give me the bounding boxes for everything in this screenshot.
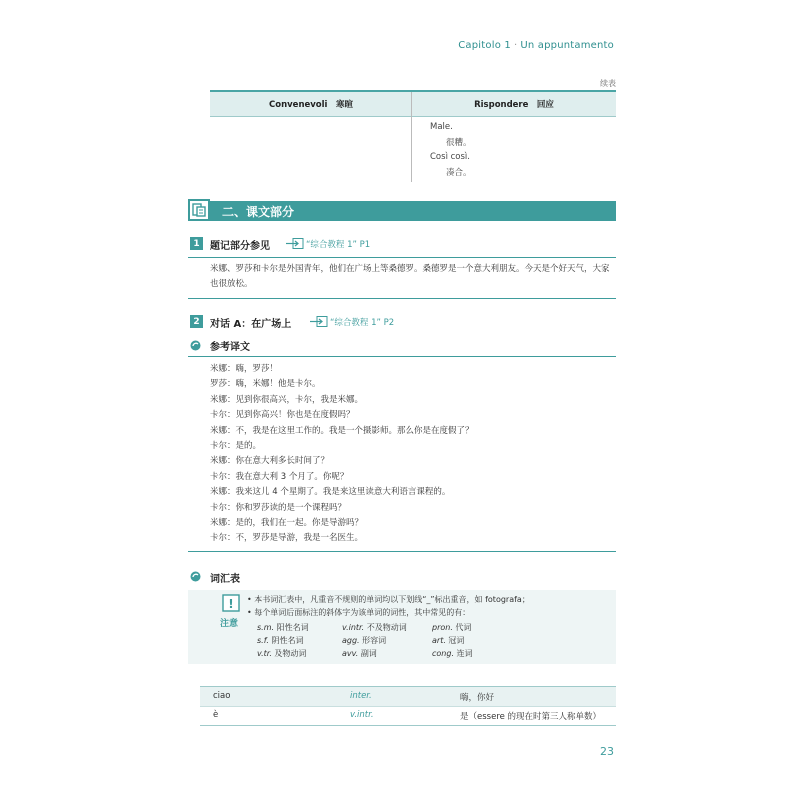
table-header-col2: Rispondere 回应 — [474, 100, 554, 110]
pos-abbr: avv. — [342, 649, 359, 658]
continued-label: 续表 — [600, 79, 616, 88]
pos-desc: 连词 — [456, 649, 473, 658]
pos-desc: 及物动词 — [274, 649, 307, 658]
section-title: 二、课文部分 — [222, 205, 295, 219]
pos-abbr: s.m. — [257, 623, 275, 632]
vocab-meaning: 是（essere 的现在时第三人称单数） — [460, 712, 602, 722]
book-section-icon — [188, 199, 210, 221]
dialogue-line: 卡尔：我在意大利 3 个月了。你呢？ — [210, 471, 349, 482]
pos-abbr: v.tr. — [257, 649, 272, 658]
note-label: 注意 — [220, 619, 239, 629]
table-cell: 很糟。 — [446, 138, 472, 148]
pos-desc: 副词 — [360, 649, 377, 658]
dialogue-line: 米娜：嗨，罗莎！ — [210, 364, 279, 374]
vocab-row-rule — [200, 706, 616, 707]
part1-title: 题记部分参见 — [210, 241, 270, 252]
dialogue-line: 米娜：我来这儿 4 个星期了。我是来这里读意大利语言课程的。 — [210, 487, 451, 498]
pos-desc: 冠词 — [448, 636, 465, 645]
table-row — [200, 687, 616, 706]
running-header — [458, 40, 614, 51]
part-number: 1 — [190, 237, 203, 250]
table-cell: Male. — [430, 122, 453, 132]
chapter-title: Un appuntamento — [520, 40, 614, 51]
part1-bottom-rule — [188, 298, 616, 299]
vocab-bottom-rule — [200, 725, 616, 726]
pos-abbr: agg. — [342, 636, 360, 645]
vocab-word: ciao — [213, 691, 231, 701]
dialogue-line: 卡尔：不，罗莎是导游，我是一名医生。 — [210, 533, 364, 544]
dialogue-line: 卡尔：你和罗莎读的是一个课程吗？ — [210, 502, 347, 513]
part2-reference[interactable]: “综合教程 1” P2 — [330, 318, 395, 328]
table-cell: 凑合。 — [446, 168, 472, 178]
table-header-rule — [210, 116, 616, 117]
table-cell: Così così. — [430, 152, 470, 162]
bullet-circle-icon — [190, 571, 201, 582]
table-header-col1: Convenevoli 寒暄 — [269, 100, 353, 110]
dialogue-line: 米娜：是的，我们在一起。你是导游吗？ — [210, 518, 364, 529]
note-line-text: 本书词汇表中，凡重音不规则的单词均以下划线“_”标出重音，如 fotografa； — [254, 595, 530, 604]
pos-legend — [257, 621, 473, 660]
dialogue-line: 罗莎：嗨，米娜！他是卡尔。 — [210, 379, 321, 390]
bullet-circle-icon — [190, 340, 201, 351]
dialogue-block — [210, 362, 474, 547]
pos-desc: 阳性名词 — [276, 623, 309, 632]
pos-abbr: pron. — [432, 623, 453, 632]
vocab-pos: inter. — [350, 691, 372, 701]
part2-title: 对话 A：在广场上 — [210, 319, 292, 330]
pos-desc: 不及物动词 — [366, 623, 407, 632]
pos-abbr: cong. — [432, 649, 454, 658]
pos-abbr: art. — [432, 636, 446, 645]
vocab-meaning: 嗨，你好 — [460, 693, 495, 703]
part1-paragraph: 米娜、罗莎和卡尔是外国青年，他们在广场上等桑德罗。桑德罗是一个意大利朋友。今天是个好天气，大家也很放松。 — [210, 264, 610, 289]
reference-arrow-icon — [286, 238, 304, 249]
warning-icon — [222, 594, 240, 612]
vocab-word: è — [213, 710, 219, 720]
dialogue-line: 米娜：见到你很高兴，卡尔，我是米娜。 — [210, 394, 364, 405]
note-line: • 每个单词后面标注的斜体字为该单词的词性，其中常见的有： — [247, 608, 471, 617]
pos-desc: 代词 — [455, 623, 472, 632]
note-line: • 本书词汇表中，凡重音不规则的单词均以下划线“_”标出重音，如 fotografa； — [247, 595, 530, 604]
dialogue-line: 米娜：你在意大利多长时间了？ — [210, 456, 330, 467]
vocab-heading: 词汇表 — [210, 574, 240, 585]
pos-desc: 形容词 — [362, 636, 387, 645]
dialogue-bottom-rule — [188, 551, 616, 552]
note-line-text: 每个单词后面标注的斜体字为该单词的词性，其中常见的有： — [254, 608, 471, 617]
header-separator: · — [513, 40, 518, 51]
part1-reference[interactable]: “综合教程 1” P1 — [306, 240, 371, 250]
dialogue-line: 卡尔：是的。 — [210, 441, 262, 452]
chapter-label: Capitolo 1 — [458, 40, 511, 51]
part-number: 2 — [190, 315, 203, 328]
svg-text:!: ! — [228, 597, 234, 611]
dialogue-line: 米娜：不，我是在这里工作的。我是一个摄影师。那么你是在度假了？ — [210, 425, 474, 436]
part1-rule — [188, 257, 616, 258]
page-number: 23 — [600, 745, 614, 758]
translation-heading: 参考译文 — [210, 342, 250, 353]
dialogue-line: 卡尔：见到你高兴！你也是在度假吗？ — [210, 410, 355, 421]
pos-abbr: v.intr. — [342, 623, 365, 632]
vocab-pos: v.intr. — [350, 710, 374, 720]
translation-rule — [188, 356, 616, 357]
pos-desc: 阴性名词 — [271, 636, 304, 645]
reference-arrow-icon — [310, 316, 328, 327]
table-column-divider — [411, 92, 412, 182]
pos-abbr: s.f. — [257, 636, 269, 645]
